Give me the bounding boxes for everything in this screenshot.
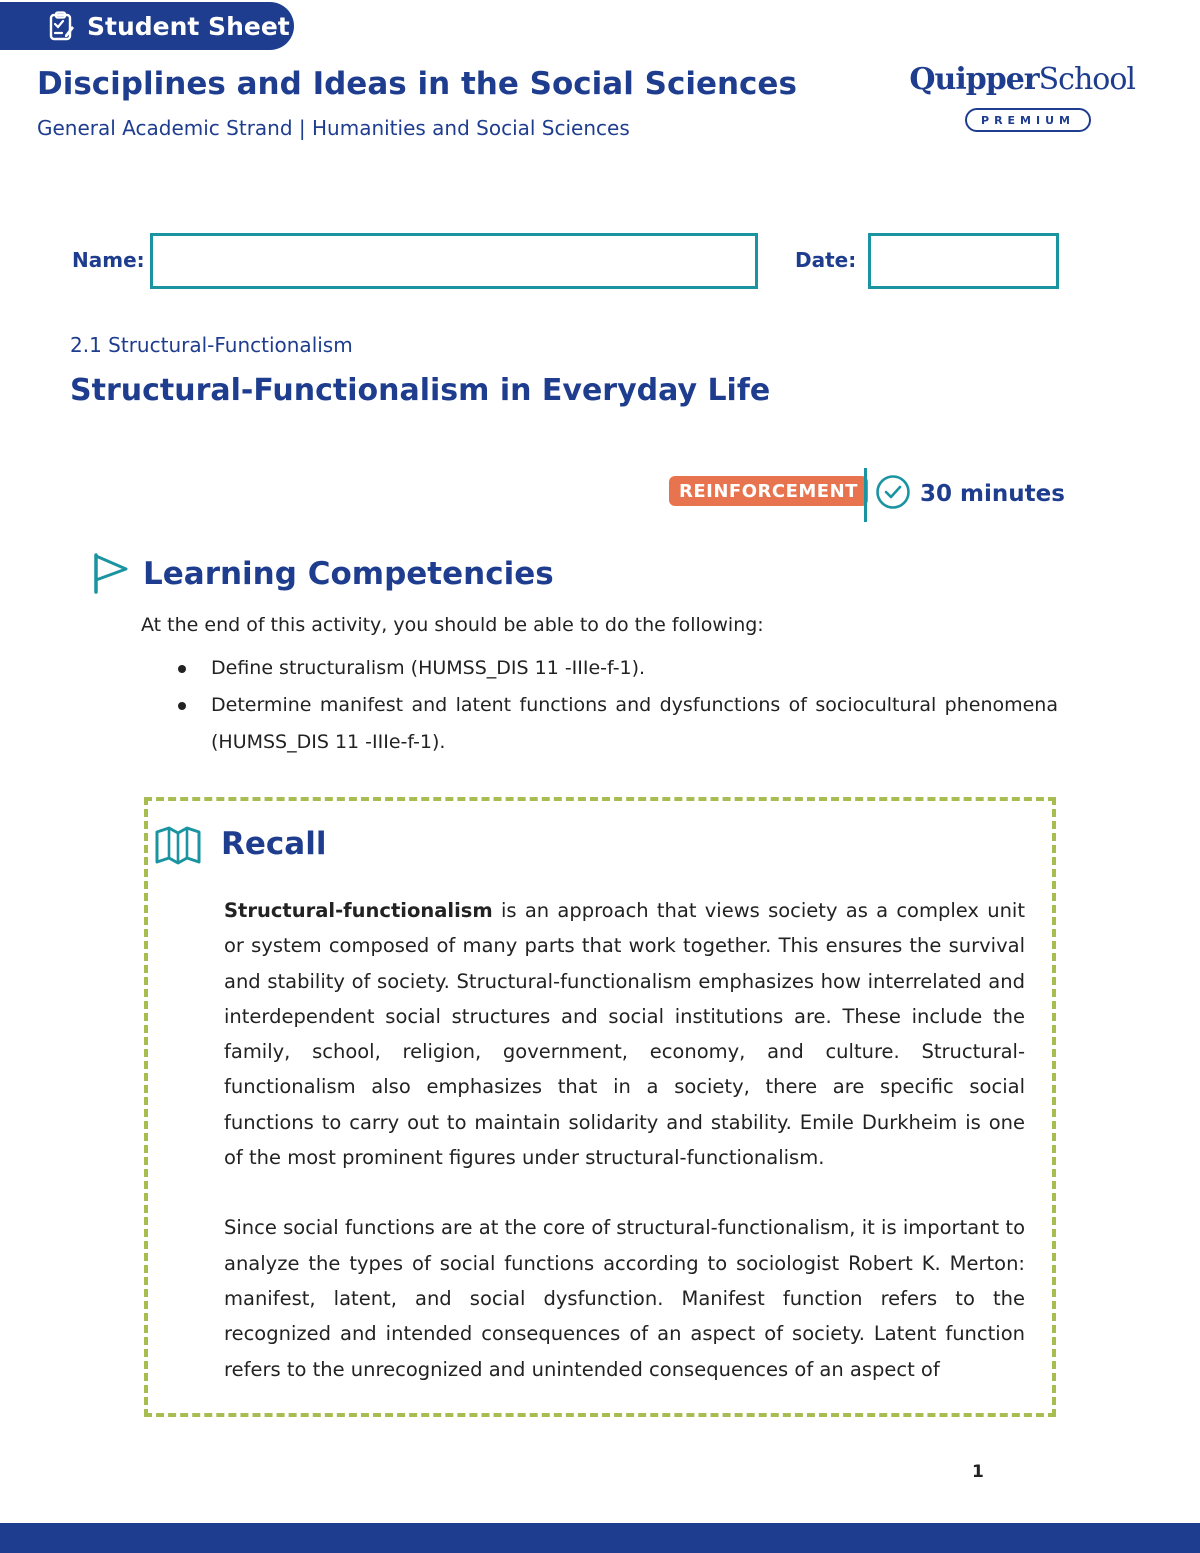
clock-icon <box>875 474 911 510</box>
list-item: Define structuralism (HUMSS_DIS 11 -IIIe-f-1). <box>141 650 1058 687</box>
student-sheet-label: Student Sheet <box>87 11 290 41</box>
activity-type-badge: REINFORCEMENT <box>669 476 868 506</box>
recall-paragraph: Since social functions are at the core of structural-functionalism, it is important to analyze the types of social functions according to sociologist Robert K. Merton: manifest, latent, and social dysfunction. Manifest function refers to the recognized and intended consequences of an aspect of society. Latent function refers to the unrecognized and unintended consequences of an aspect of <box>224 1216 1025 1381</box>
competencies-intro: At the end of this activity, you should be able to do the following: <box>141 614 764 636</box>
logo-wordmark <box>909 62 1135 97</box>
date-label: Date: <box>795 248 857 272</box>
name-label: Name: <box>72 248 145 272</box>
clipboard-icon <box>47 10 77 42</box>
recall-term: Structural-functionalism <box>224 899 493 922</box>
name-field[interactable] <box>150 233 758 289</box>
page-number: 1 <box>972 1462 984 1482</box>
quipper-school-logo <box>905 62 1145 134</box>
recall-body <box>224 893 1025 1422</box>
duration: 30 minutes <box>920 481 1065 507</box>
logo-word-regular: School <box>1038 62 1135 97</box>
activity-title: Structural-Functionalism in Everyday Life <box>70 373 771 408</box>
recall-paragraph <box>224 893 1025 1175</box>
meta-divider <box>864 468 867 522</box>
book-icon <box>154 826 202 866</box>
date-field[interactable] <box>868 233 1059 289</box>
list-item: Determine manifest and latent functions and dysfunctions of sociocultural phenomena (HUMSS_DIS 11 -IIIe-f-1). <box>141 687 1058 761</box>
flag-icon <box>92 552 130 594</box>
competencies-list <box>141 650 1058 761</box>
logo-premium-badge: PREMIUM <box>965 108 1091 132</box>
course-title: Disciplines and Ideas in the Social Sciences <box>37 66 797 102</box>
footer-bar <box>0 1523 1200 1553</box>
logo-word-bold: Quipper <box>909 62 1039 97</box>
course-subtitle: General Academic Strand | Humanities and Social Sciences <box>37 116 630 140</box>
learning-competencies-heading: Learning Competencies <box>143 556 554 592</box>
student-sheet-tag <box>0 2 294 50</box>
section-code: 2.1 Structural-Functionalism <box>70 333 353 357</box>
recall-paragraph-text: is an approach that views society as a complex unit or system composed of many parts that work together. This ensures the survival and stability of society. Structural-functionalism emphasizes how interrelated and interdependent social structures and social institutions are. These include the family, school, religion, government, economy, and culture. Structural-functionalism also emphasizes that in a society, there are specific social functions to carry out to maintain solidarity and stability. Emile Durkheim is one of the most prominent figures under structural-functionalism. <box>224 899 1025 1170</box>
recall-heading: Recall <box>221 826 327 862</box>
